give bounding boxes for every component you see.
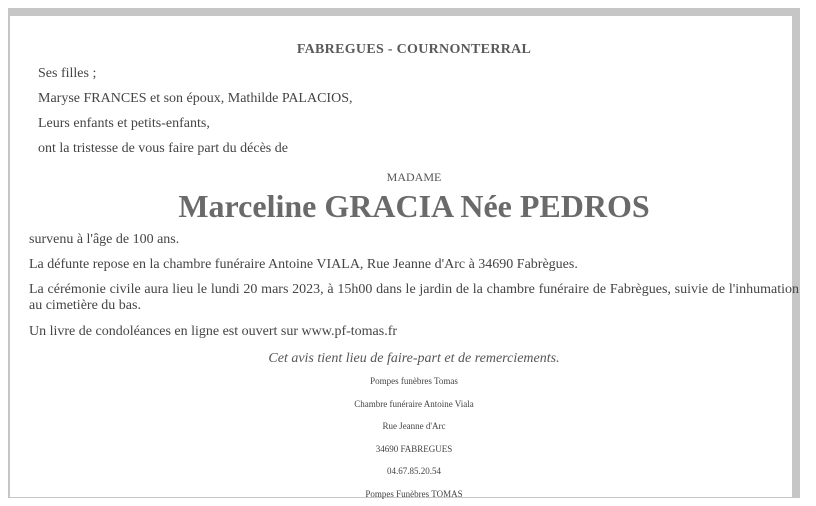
deceased-name: Marceline GRACIA Née PEDROS <box>178 188 650 224</box>
family-line-3: Leurs enfants et petits-enfants, <box>38 116 210 131</box>
notice-frame <box>8 8 800 498</box>
signature-line-6: Pompes Funèbres TOMAS <box>365 489 463 499</box>
family-line-2: Maryse FRANCES et son époux, Mathilde PALACIOS, <box>38 91 353 106</box>
age-line: survenu à l'âge de 100 ans. <box>29 232 180 247</box>
repose-line: La défunte repose en la chambre funéraire Antoine VIALA, Rue Jeanne d'Arc à 34690 Fabrègues. <box>29 257 578 272</box>
ceremony-line: La cérémonie civile aura lieu le lundi 20 mars 2023, à 15h00 dans le jardin de la chambre funéraire de Fabrègues, suivie de l'inhumation au cimetière du bas. <box>29 282 799 313</box>
signature-line-3: Rue Jeanne d'Arc <box>382 421 446 431</box>
family-line-4: ont la tristesse de vous faire part du décès de <box>38 141 288 156</box>
condolences-line: Un livre de condoléances en ligne est ouvert sur www.pf-tomas.fr <box>29 324 398 339</box>
signature-line-5: 04.67.85.20.54 <box>387 466 441 476</box>
signature-line-2: Chambre funéraire Antoine Viala <box>354 399 474 409</box>
family-line-1: Ses filles ; <box>38 66 97 81</box>
signature-line-1: Pompes funèbres Tomas <box>370 376 458 386</box>
notice-remark: Cet avis tient lieu de faire-part et de remerciements. <box>268 351 560 366</box>
signature-line-4: 34690 FABREGUES <box>375 444 453 454</box>
location-heading: FABREGUES - COURNONTERRAL <box>296 42 532 57</box>
civility-label: MADAME <box>386 170 442 184</box>
